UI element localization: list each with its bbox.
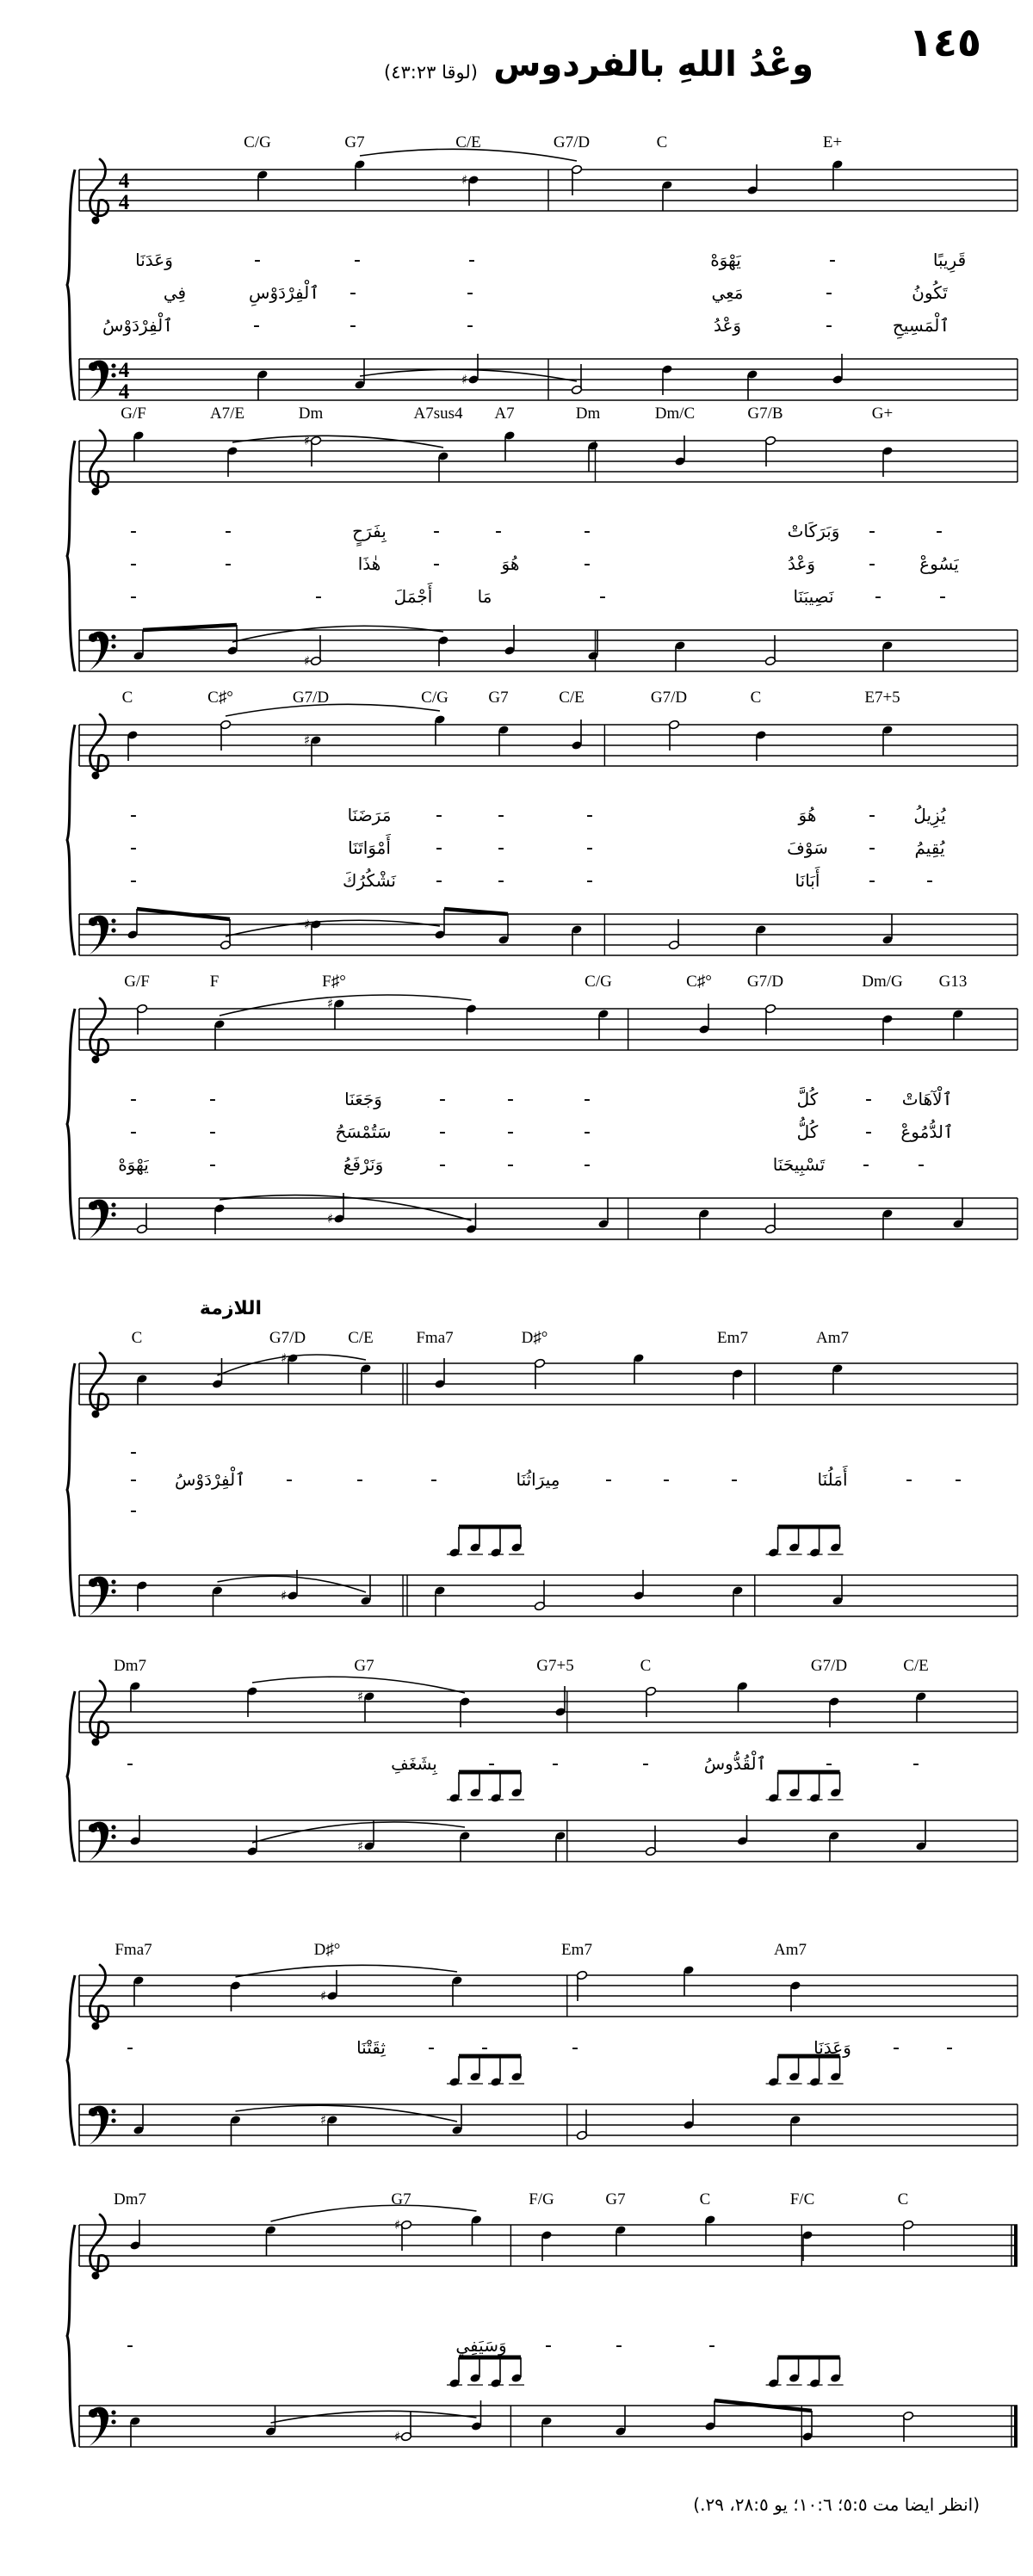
beamed-eighth-notes bbox=[766, 1527, 844, 1558]
lyric-melisma-dash: – bbox=[436, 873, 442, 888]
lyric-melisma-dash: – bbox=[467, 285, 473, 300]
lyric-melisma-dash: – bbox=[507, 1157, 514, 1172]
lyric-melisma-dash: – bbox=[225, 523, 232, 539]
lyric-word: مَعِي bbox=[711, 282, 744, 303]
treble-notes bbox=[133, 1965, 801, 2011]
lyric-word: أَمْوَاتَنَا bbox=[348, 837, 391, 858]
lyric-melisma-dash: – bbox=[430, 1472, 437, 1487]
lyric-word: هُوَ bbox=[501, 553, 520, 574]
sharp-accidental-icon: ♯ bbox=[320, 2112, 327, 2128]
bass-notes bbox=[133, 2099, 801, 2146]
sharp-accidental-icon: ♯ bbox=[327, 1211, 334, 1226]
chord-symbol: G7/D bbox=[553, 133, 591, 151]
chord-symbol: G7/D bbox=[650, 689, 688, 707]
staff-graphics bbox=[0, 133, 1033, 423]
lyric-word: مَرَضَنَا bbox=[347, 805, 392, 825]
time-signature: 4 bbox=[118, 191, 130, 214]
lyric-word: يَهْوَهْ bbox=[710, 250, 741, 270]
lyric-melisma-dash: – bbox=[315, 589, 322, 604]
chord-symbol: G7/D bbox=[746, 973, 784, 991]
sharp-accidental-icon: ♯ bbox=[304, 732, 311, 748]
system-1 bbox=[0, 133, 1033, 423]
scripture-reference: (لوقا ٤٣:٢٣) bbox=[384, 62, 478, 83]
chord-symbol: C bbox=[699, 2190, 711, 2208]
beamed-eighth-notes bbox=[447, 1772, 524, 1803]
lyric-word: مِيرَاثُنَا bbox=[516, 1469, 560, 1490]
sharp-accidental-icon: ♯ bbox=[281, 1350, 288, 1366]
bass-notes bbox=[257, 354, 843, 400]
lyric-melisma-dash: – bbox=[663, 1472, 670, 1487]
lyric-melisma-dash: – bbox=[254, 252, 261, 268]
chord-symbol: C bbox=[640, 1657, 652, 1675]
lyric-melisma-dash: – bbox=[439, 1157, 446, 1172]
beamed-eighth-notes bbox=[766, 2056, 844, 2087]
chord-symbol: G7 bbox=[344, 133, 365, 151]
chord-symbol: A7/E bbox=[209, 405, 245, 423]
lyric-melisma-dash: – bbox=[436, 807, 442, 823]
lyric-melisma-dash: – bbox=[599, 589, 606, 604]
lyric-word: وَعَدَنَا bbox=[813, 2037, 851, 2058]
lyric-melisma-dash: – bbox=[488, 1756, 495, 1771]
chord-symbol: Em7 bbox=[561, 1941, 592, 1959]
lyric-word: وَنَرْفَعُ bbox=[343, 1154, 384, 1175]
lyric-melisma-dash: – bbox=[253, 318, 260, 333]
chord-symbol: Fma7 bbox=[416, 1329, 454, 1347]
lyric-melisma-dash: – bbox=[225, 556, 232, 571]
lyric-melisma-dash: – bbox=[584, 1091, 591, 1107]
chord-symbol: E+ bbox=[822, 133, 843, 151]
lyric-melisma-dash: – bbox=[826, 1756, 832, 1771]
lyric-melisma-dash: – bbox=[869, 873, 875, 888]
chord-symbol: G/F bbox=[124, 973, 150, 991]
bass-notes bbox=[133, 625, 893, 671]
lyric-melisma-dash: – bbox=[127, 2040, 133, 2055]
lyric-melisma-dash: – bbox=[127, 1756, 133, 1771]
lyric-melisma-dash: – bbox=[584, 523, 591, 539]
lyric-melisma-dash: – bbox=[433, 523, 440, 539]
lyric-word: ٱلدُّمُوعْ bbox=[900, 1121, 954, 1142]
lyric-word: بِشَغَفِ bbox=[391, 1753, 437, 1774]
system-brace-icon bbox=[67, 441, 75, 671]
lyric-melisma-dash: – bbox=[865, 1124, 872, 1140]
chord-symbol: F♯° bbox=[322, 973, 346, 991]
lyric-melisma-dash: – bbox=[209, 1157, 216, 1172]
treble-notes bbox=[129, 2205, 913, 2261]
chord-symbol: C/G bbox=[585, 973, 612, 991]
lyric-melisma-dash: – bbox=[130, 523, 137, 539]
lyric-melisma-dash: – bbox=[130, 589, 137, 604]
lyric-melisma-dash: – bbox=[906, 1472, 912, 1487]
chord-symbol: Dm bbox=[575, 405, 601, 423]
chord-symbol: C/G bbox=[244, 133, 271, 151]
chord-symbol: C/E bbox=[348, 1329, 374, 1347]
treble-notes bbox=[136, 1350, 843, 1405]
sharp-accidental-icon: ♯ bbox=[357, 1838, 364, 1854]
lyric-melisma-dash: – bbox=[584, 556, 591, 571]
lyric-melisma-dash: – bbox=[130, 556, 137, 571]
lyric-melisma-dash: – bbox=[869, 523, 875, 539]
lyric-melisma-dash: – bbox=[863, 1157, 869, 1172]
lyric-melisma-dash: – bbox=[481, 2040, 488, 2055]
lyric-melisma-dash: – bbox=[349, 318, 356, 333]
system-brace-icon bbox=[67, 725, 75, 955]
bass-notes bbox=[129, 2400, 913, 2447]
lyric-melisma-dash: – bbox=[428, 2040, 435, 2055]
chord-symbol: Fma7 bbox=[114, 1941, 152, 1959]
lyric-word: نَشْكُرُكَ bbox=[343, 870, 396, 891]
lyric-melisma-dash: – bbox=[552, 1756, 559, 1771]
chord-symbol: A7sus4 bbox=[413, 405, 463, 423]
sharp-accidental-icon: ♯ bbox=[304, 917, 311, 932]
chord-symbol: Am7 bbox=[774, 1941, 807, 1959]
chord-symbol: G13 bbox=[938, 973, 968, 991]
chord-symbol: C♯° bbox=[207, 689, 233, 707]
chord-symbol: C bbox=[121, 689, 133, 707]
beamed-eighth-notes bbox=[447, 1527, 524, 1558]
chord-symbol: C bbox=[750, 689, 762, 707]
sharp-accidental-icon: ♯ bbox=[461, 372, 468, 387]
sharp-accidental-icon: ♯ bbox=[394, 2429, 401, 2444]
lyric-melisma-dash: – bbox=[946, 2040, 953, 2055]
system-3 bbox=[0, 689, 1033, 978]
lyric-melisma-dash: – bbox=[439, 1091, 446, 1107]
treble-notes bbox=[133, 430, 893, 482]
lyric-melisma-dash: – bbox=[209, 1124, 216, 1140]
system-brace-icon bbox=[67, 1009, 75, 1239]
staff-graphics bbox=[0, 405, 1033, 694]
lyric-word: بِفَرَحٍ bbox=[352, 521, 387, 541]
lyric-word: كُلُّ bbox=[796, 1121, 819, 1142]
chord-symbol: Em7 bbox=[717, 1329, 748, 1347]
chord-symbol: G7/D bbox=[292, 689, 330, 707]
lyric-word: وَعْدُ bbox=[787, 553, 816, 574]
chord-symbol: D♯° bbox=[313, 1941, 341, 1959]
lyric-melisma-dash: – bbox=[467, 318, 473, 333]
lyric-melisma-dash: – bbox=[286, 1472, 293, 1487]
lyric-melisma-dash: – bbox=[586, 840, 593, 856]
lyric-word: وَجَعَنَا bbox=[344, 1089, 382, 1109]
lyric-word: نَصِيبَنَا bbox=[793, 586, 834, 607]
system-4 bbox=[0, 973, 1033, 1262]
lyric-melisma-dash: – bbox=[436, 840, 442, 856]
chord-symbol: Dm7 bbox=[114, 2190, 146, 2208]
lyric-word: ٱلْفِرْدَوْسِ bbox=[249, 282, 319, 303]
lyric-melisma-dash: – bbox=[584, 1157, 591, 1172]
footnote: (انظر ايضا مت ٥:٥؛ ١٠:٦؛ يو ٢٨:٥، ٢٩.) bbox=[693, 2494, 980, 2515]
lyric-melisma-dash: – bbox=[468, 252, 475, 268]
lyric-melisma-dash: – bbox=[507, 1091, 514, 1107]
system-brace-icon bbox=[67, 1975, 75, 2146]
lyric-melisma-dash: – bbox=[130, 1091, 137, 1107]
lyric-word: ٱلْفِرْدَوْسُ bbox=[175, 1469, 245, 1490]
system-7 bbox=[0, 1941, 1033, 2199]
lyric-word: سَوْفَ bbox=[787, 837, 828, 858]
system-brace-icon bbox=[67, 170, 75, 400]
chord-symbol: C bbox=[897, 2190, 909, 2208]
chord-symbol: Dm/G bbox=[862, 973, 903, 991]
chord-symbol: C/E bbox=[903, 1657, 929, 1675]
chord-symbol: D♯° bbox=[521, 1329, 548, 1347]
treble-notes bbox=[136, 995, 963, 1050]
time-signature: 4 bbox=[118, 359, 130, 382]
system-brace-icon bbox=[67, 1363, 75, 1616]
chord-symbol: C♯° bbox=[686, 973, 712, 991]
lyric-word: يَهْوَهْ bbox=[118, 1154, 149, 1175]
lyric-melisma-dash: – bbox=[130, 1124, 137, 1140]
lyric-melisma-dash: – bbox=[955, 1472, 962, 1487]
lyric-melisma-dash: – bbox=[826, 318, 832, 333]
lyric-word: فِي bbox=[163, 282, 187, 303]
lyric-word: يُقِيمُ bbox=[914, 837, 945, 858]
beamed-eighth-notes bbox=[766, 2357, 844, 2388]
lyric-melisma-dash: – bbox=[498, 807, 504, 823]
bass-notes bbox=[127, 909, 893, 955]
beamed-eighth-notes bbox=[447, 2056, 524, 2087]
lyric-melisma-dash: – bbox=[926, 873, 933, 888]
chord-symbol: C/E bbox=[455, 133, 481, 151]
lyric-word: يُزِيلُ bbox=[913, 805, 946, 825]
system-brace-icon bbox=[67, 2225, 75, 2447]
chord-symbol: A7 bbox=[494, 405, 515, 423]
chord-symbol: Dm/C bbox=[654, 405, 696, 423]
lyric-melisma-dash: – bbox=[875, 589, 881, 604]
lyric-melisma-dash: – bbox=[936, 523, 943, 539]
chord-symbol: Dm bbox=[298, 405, 324, 423]
lyric-word: يَسُوعْ bbox=[919, 553, 959, 574]
chord-symbol: G/F bbox=[121, 405, 146, 423]
chord-symbol: G7/D bbox=[810, 1657, 848, 1675]
chord-symbol: C bbox=[131, 1329, 143, 1347]
lyric-word: تَكُونُ bbox=[912, 282, 948, 303]
chord-symbol: Am7 bbox=[816, 1329, 849, 1347]
lyric-word: ٱلْمَسِيحِ bbox=[892, 315, 950, 336]
lyric-word: أَجْمَلَ bbox=[393, 586, 433, 607]
lyric-word: ٱلْفِرْدَوْسُ bbox=[102, 315, 173, 336]
staff-graphics bbox=[0, 689, 1033, 978]
time-signature: 4 bbox=[118, 380, 130, 404]
sharp-accidental-icon: ♯ bbox=[304, 653, 311, 669]
chord-symbol: G7 bbox=[488, 689, 509, 707]
lyric-melisma-dash: – bbox=[708, 2338, 715, 2353]
lyric-melisma-dash: – bbox=[869, 840, 875, 856]
chord-symbol: Dm7 bbox=[114, 1657, 146, 1675]
lyric-word: تَسْبِيحَنَا bbox=[772, 1154, 826, 1175]
chord-symbol: F/G bbox=[529, 2190, 554, 2208]
bass-notes bbox=[136, 1570, 843, 1616]
section-label-refrain: اللازمة bbox=[199, 1298, 263, 1319]
sharp-accidental-icon: ♯ bbox=[461, 172, 468, 188]
lyric-melisma-dash: – bbox=[130, 840, 137, 856]
chord-symbol: E7+5 bbox=[864, 689, 900, 707]
page-title: وعْدُ اللهِ بالفردوس bbox=[493, 45, 813, 84]
lyric-melisma-dash: – bbox=[893, 2040, 900, 2055]
lyric-word: وَعْدُ bbox=[713, 315, 742, 336]
lyric-word: قَرِيبًا bbox=[932, 250, 967, 270]
chord-symbol: G7 bbox=[354, 1657, 374, 1675]
lyric-word: ثِقَتْنَا bbox=[356, 2037, 386, 2058]
chord-symbol: F bbox=[209, 973, 220, 991]
chord-symbol: G7/D bbox=[269, 1329, 306, 1347]
lyric-word: أَمَلُنَا bbox=[817, 1469, 848, 1490]
chord-symbol: G7+5 bbox=[536, 1657, 574, 1675]
lyric-word: مَا bbox=[477, 586, 492, 607]
lyric-melisma-dash: – bbox=[507, 1124, 514, 1140]
lyric-melisma-dash: – bbox=[918, 1157, 925, 1172]
lyric-melisma-dash: – bbox=[829, 252, 836, 268]
chord-symbol: C bbox=[656, 133, 668, 151]
lyric-word: أَبَانَا bbox=[795, 870, 820, 891]
chord-symbol: G+ bbox=[871, 405, 894, 423]
lyric-melisma-dash: – bbox=[495, 523, 502, 539]
lyric-melisma-dash: – bbox=[130, 1503, 137, 1518]
sharp-accidental-icon: ♯ bbox=[281, 1588, 288, 1603]
lyric-melisma-dash: – bbox=[127, 2338, 133, 2353]
chord-symbol: G7 bbox=[391, 2190, 411, 2208]
staff-graphics bbox=[0, 1657, 1033, 1915]
lyric-melisma-dash: – bbox=[605, 1472, 612, 1487]
lyric-melisma-dash: – bbox=[869, 556, 875, 571]
system-brace-icon bbox=[67, 1691, 75, 1862]
lyric-melisma-dash: – bbox=[584, 1124, 591, 1140]
lyric-melisma-dash: – bbox=[869, 807, 875, 823]
system-5 bbox=[0, 1291, 1033, 1649]
system-2 bbox=[0, 405, 1033, 694]
lyric-melisma-dash: – bbox=[209, 1091, 216, 1107]
lyric-melisma-dash: – bbox=[912, 1756, 919, 1771]
staff-graphics bbox=[0, 2190, 1033, 2483]
bass-notes bbox=[129, 1815, 926, 1862]
lyric-melisma-dash: – bbox=[586, 873, 593, 888]
lyric-word: ٱلْقُدُّوسُ bbox=[703, 1753, 767, 1774]
lyric-word: سَتُمْسَحُ bbox=[335, 1121, 392, 1142]
time-signature: 4 bbox=[118, 170, 130, 193]
lyric-melisma-dash: – bbox=[939, 589, 946, 604]
hymn-number: ١٤٥ bbox=[908, 19, 981, 65]
sharp-accidental-icon: ♯ bbox=[304, 433, 311, 448]
lyric-word: ٱلْآهَاتْ bbox=[901, 1089, 953, 1109]
lyric-melisma-dash: – bbox=[545, 2338, 552, 2353]
lyric-melisma-dash: – bbox=[130, 807, 137, 823]
sharp-accidental-icon: ♯ bbox=[320, 1988, 327, 2004]
sharp-accidental-icon: ♯ bbox=[357, 1689, 364, 1704]
lyric-melisma-dash: – bbox=[349, 285, 356, 300]
lyric-word: وَسَيَفِي bbox=[455, 2335, 507, 2356]
sharp-accidental-icon: ♯ bbox=[394, 2217, 401, 2233]
lyric-word: كُلَّ bbox=[796, 1089, 819, 1109]
lyric-melisma-dash: – bbox=[615, 2338, 622, 2353]
lyric-melisma-dash: – bbox=[642, 1756, 649, 1771]
lyric-word: هٰذَا bbox=[357, 553, 381, 574]
lyric-word: وَبَرَكَاتْ bbox=[787, 521, 840, 541]
chord-symbol: C/G bbox=[421, 689, 448, 707]
lyric-melisma-dash: – bbox=[433, 556, 440, 571]
lyric-word: هُوَ bbox=[798, 805, 817, 825]
chord-symbol: G7 bbox=[605, 2190, 626, 2208]
beamed-eighth-notes bbox=[447, 2357, 524, 2388]
lyric-word: وَعَدَنَا bbox=[135, 250, 173, 270]
lyric-melisma-dash: – bbox=[586, 807, 593, 823]
bass-notes bbox=[136, 1193, 963, 1239]
chord-symbol: C/E bbox=[559, 689, 585, 707]
system-8 bbox=[0, 2190, 1033, 2483]
staff-graphics bbox=[0, 1941, 1033, 2199]
lyric-melisma-dash: – bbox=[130, 873, 137, 888]
staff-graphics bbox=[0, 973, 1033, 1262]
lyric-melisma-dash: – bbox=[498, 840, 504, 856]
lyric-melisma-dash: – bbox=[130, 1444, 137, 1460]
chord-symbol: G7/B bbox=[747, 405, 783, 423]
lyric-melisma-dash: – bbox=[130, 1472, 137, 1487]
sharp-accidental-icon: ♯ bbox=[327, 996, 334, 1011]
beamed-eighth-notes bbox=[766, 1772, 844, 1803]
lyric-melisma-dash: – bbox=[354, 252, 361, 268]
lyric-melisma-dash: – bbox=[865, 1091, 872, 1107]
lyric-melisma-dash: – bbox=[498, 873, 504, 888]
lyric-melisma-dash: – bbox=[731, 1472, 738, 1487]
lyric-melisma-dash: – bbox=[826, 285, 832, 300]
chord-symbol: F/C bbox=[789, 2190, 815, 2208]
lyric-melisma-dash: – bbox=[572, 2040, 578, 2055]
lyric-melisma-dash: – bbox=[356, 1472, 363, 1487]
system-6 bbox=[0, 1657, 1033, 1915]
lyric-melisma-dash: – bbox=[439, 1124, 446, 1140]
